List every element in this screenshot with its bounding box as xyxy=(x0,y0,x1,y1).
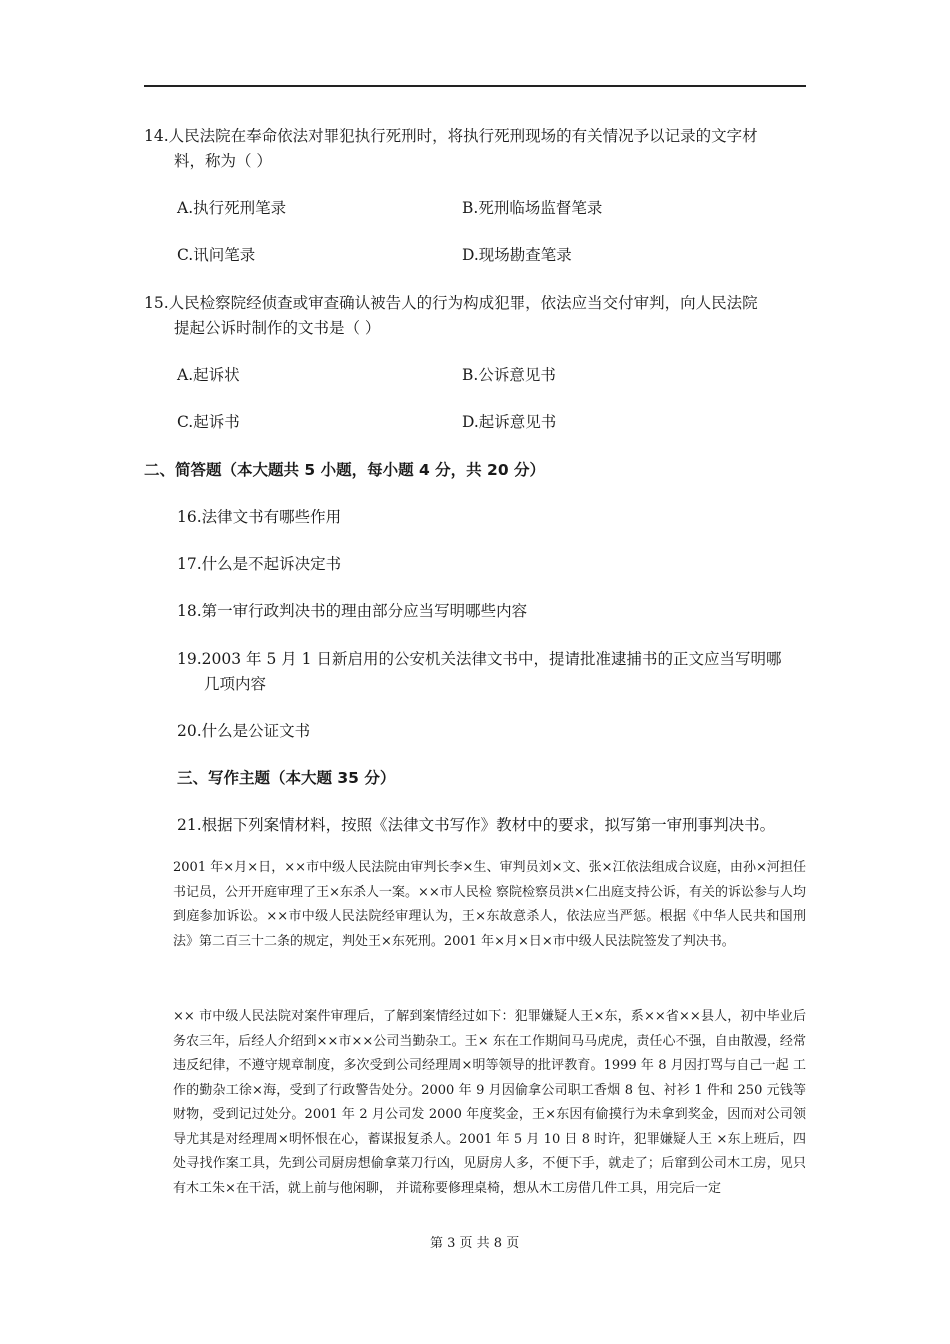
q15-stem-line2: 提起公诉时制作的文书是（ ） xyxy=(174,319,381,337)
section3-heading: 三、写作主题（本大题 35 分） xyxy=(177,769,396,787)
q15-option-a: A.起诉状 xyxy=(177,366,240,384)
q20: 20.什么是公证文书 xyxy=(177,722,311,740)
q21: 21.根据下列案情材料，按照《法律文书写作》教材中的要求，拟写第一审刑事判决书。 xyxy=(177,816,776,834)
q19-line1: 19.2003 年 5 月 1 日新启用的公安机关法律文书中，提请批准逮捕书的正文应当写明哪 xyxy=(177,650,782,668)
q15-option-b: B.公诉意见书 xyxy=(462,366,556,384)
q14-option-b: B.死刑临场监督笔录 xyxy=(462,199,603,217)
case-paragraph-1: 2001 年×月×日，××市中级人民法院由审判长李×生、审判员刘×文、张×江依法组成合议庭，由孙×河担任书记员，公开开庭审理了王×东杀人一案。××市人民检 察院检察员洪×仁出庭支持公诉，有关的诉讼参与人均到庭参加诉讼。××市中级人民法院经审理认为，王×东故意杀人，依法应当严惩。根据《中华人民共和国刑法》第二百三十二条的规定，判处王×东死刑。2001 年×月×日×市中级人民法院签发了判决书。 xyxy=(173,860,806,949)
q14-option-a: A.执行死刑笔录 xyxy=(177,199,287,217)
header-rule xyxy=(144,85,806,87)
q14-stem-line2: 料，称为（ ） xyxy=(174,152,272,170)
q14-option-c: C.讯问笔录 xyxy=(177,246,256,264)
page-footer: 第 3 页 共 8 页 xyxy=(430,1236,520,1251)
q16: 16.法律文书有哪些作用 xyxy=(177,508,342,526)
case-paragraph-2: ×× 市中级人民法院对案件审理后，了解到案情经过如下：犯罪嫌疑人王×东，系××省××县人，初中毕业后务农三年，后经人介绍到××市××公司当勤杂工。王× 东在工作期间马马虎虎，责任心不强，自由散漫，经常违反纪律，不遵守规章制度，多次受到公司经理周×明等领导的批评教育。1999 年 8 月因打骂与自己一起 工作的勤杂工徐×海，受到了行政警告处分。2000 年 9 月因偷拿公司职工香烟 8 包、衬衫 1 件和 250 元钱等财物，受到记过处分。2001 年 2 月公司发 2000 年度奖金，王×东因有偷摸行为未拿到奖金，因而对公司领导尤其是对经理周×明怀恨在心，蓄谋报复杀人。2001 年 5 月 10 日 8 时许，犯罪嫌疑人王 ×东上班后，四处寻找作案工具，先到公司厨房想偷拿菜刀行凶，见厨房人多，不便下手，就走了；后窜到公司木工房，见只有木工朱×在干活，就上前与他闲聊， 并谎称要修理桌椅，想从木工房借几件工具，用完后一定 xyxy=(173,1009,806,1196)
q15-stem-line1: 15.人民检察院经侦查或审查确认被告人的行为构成犯罪，依法应当交付审判，向人民法院 xyxy=(144,294,758,312)
q14-option-d: D.现场勘查笔录 xyxy=(462,246,572,264)
q17: 17.什么是不起诉决定书 xyxy=(177,555,342,573)
q15-option-c: C.起诉书 xyxy=(177,413,240,431)
section2-heading: 二、简答题（本大题共 5 小题，每小题 4 分，共 20 分） xyxy=(144,461,546,479)
q18: 18.第一审行政判决书的理由部分应当写明哪些内容 xyxy=(177,602,528,620)
q19-line2: 几项内容 xyxy=(204,675,267,693)
q14-stem-line1: 14.人民法院在奉命依法对罪犯执行死刑时，将执行死刑现场的有关情况予以记录的文字材 xyxy=(144,127,758,145)
q15-option-d: D.起诉意见书 xyxy=(462,413,557,431)
